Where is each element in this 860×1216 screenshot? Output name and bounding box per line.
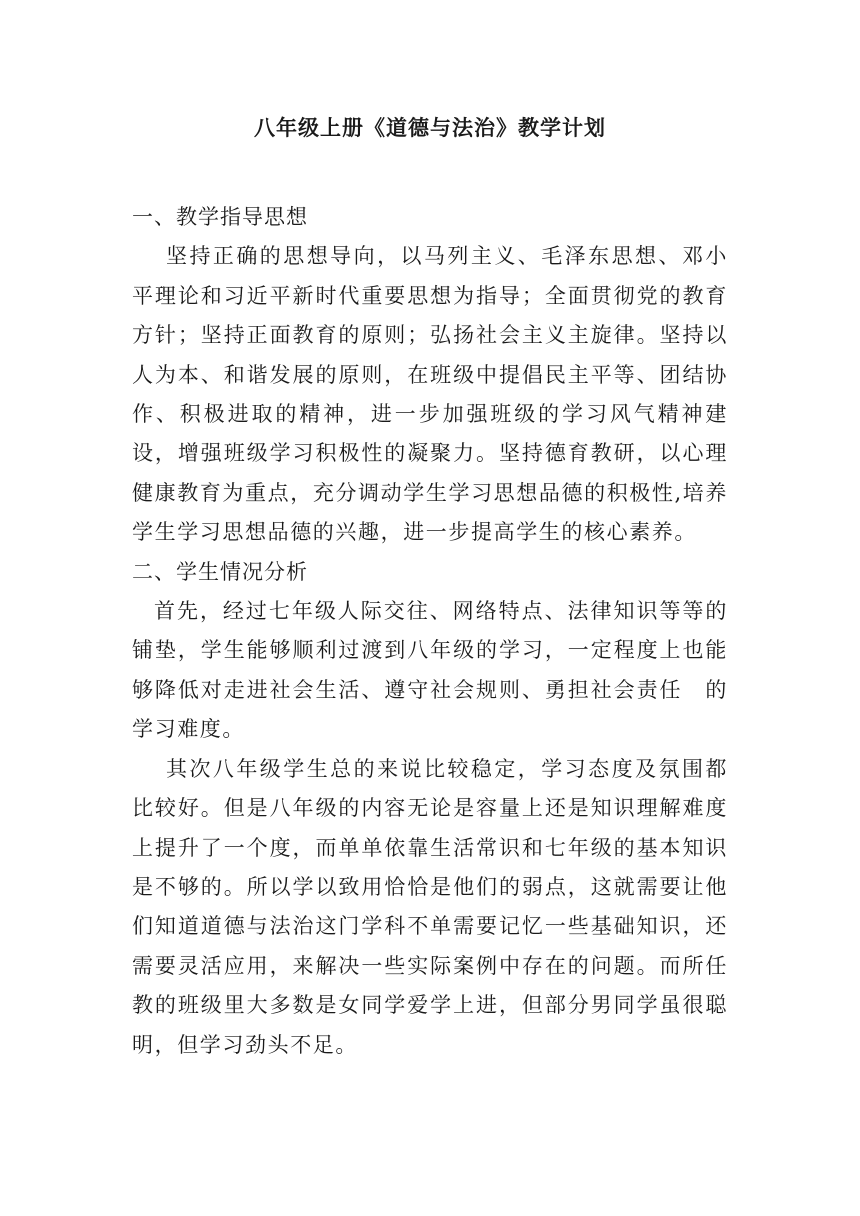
section-heading: 一、教学指导思想 [132, 205, 308, 229]
section-teaching-guideline [132, 198, 728, 553]
paragraph: 首先，经过七年级人际交往、网络特点、法律知识等等的铺垫，学生能够顺利过渡到八年级的学习，一定程度上也能够降低对走进社会生活、遵守社会规则、勇担社会责任 的学习难度。 [132, 599, 728, 742]
document-title: 八年级上册《道德与法治》教学计划 [254, 115, 606, 140]
section-heading: 二、学生情况分析 [132, 559, 308, 584]
section-student-analysis [132, 553, 728, 1065]
document-body [132, 198, 728, 1065]
paragraph: 其次八年级学生总的来说比较稳定，学习态度及氛围都比较好。但是八年级的内容无论是容量上还是知识理解难度上提升了一个度，而单单依靠生活常识和七年级的基本知识是不够的。所以学以致用恰恰是他们的弱点，这就需要让他们知道道德与法治这门学科不单需要记忆一些基础知识，还需要灵活应用，来解决一些实际案例中存在的问题。而所任教的班级里大多数是女同学爱学上进，但部分男同学虽很聪明，但学习劲头不足。 [132, 756, 728, 1057]
paragraph: 坚持正确的思想导向，以马列主义、毛泽东思想、邓小平理论和习近平新时代重要思想为指导；全面贯彻党的教育方针；坚持正面教育的原则；弘扬社会主义主旋律。坚持以人为本、和谐发展的原则，在班级中提倡民主平等、团结协作、积极进取的精神，进一步加强班级的学习风气精神建设，增强班级学习积极性的凝聚力。坚持德育教研，以心理健康教育为重点，充分调动学生学习思想品德的积极性,培养学生学习思想品德的兴趣，进一步提高学生的核心素养。 [132, 244, 728, 545]
